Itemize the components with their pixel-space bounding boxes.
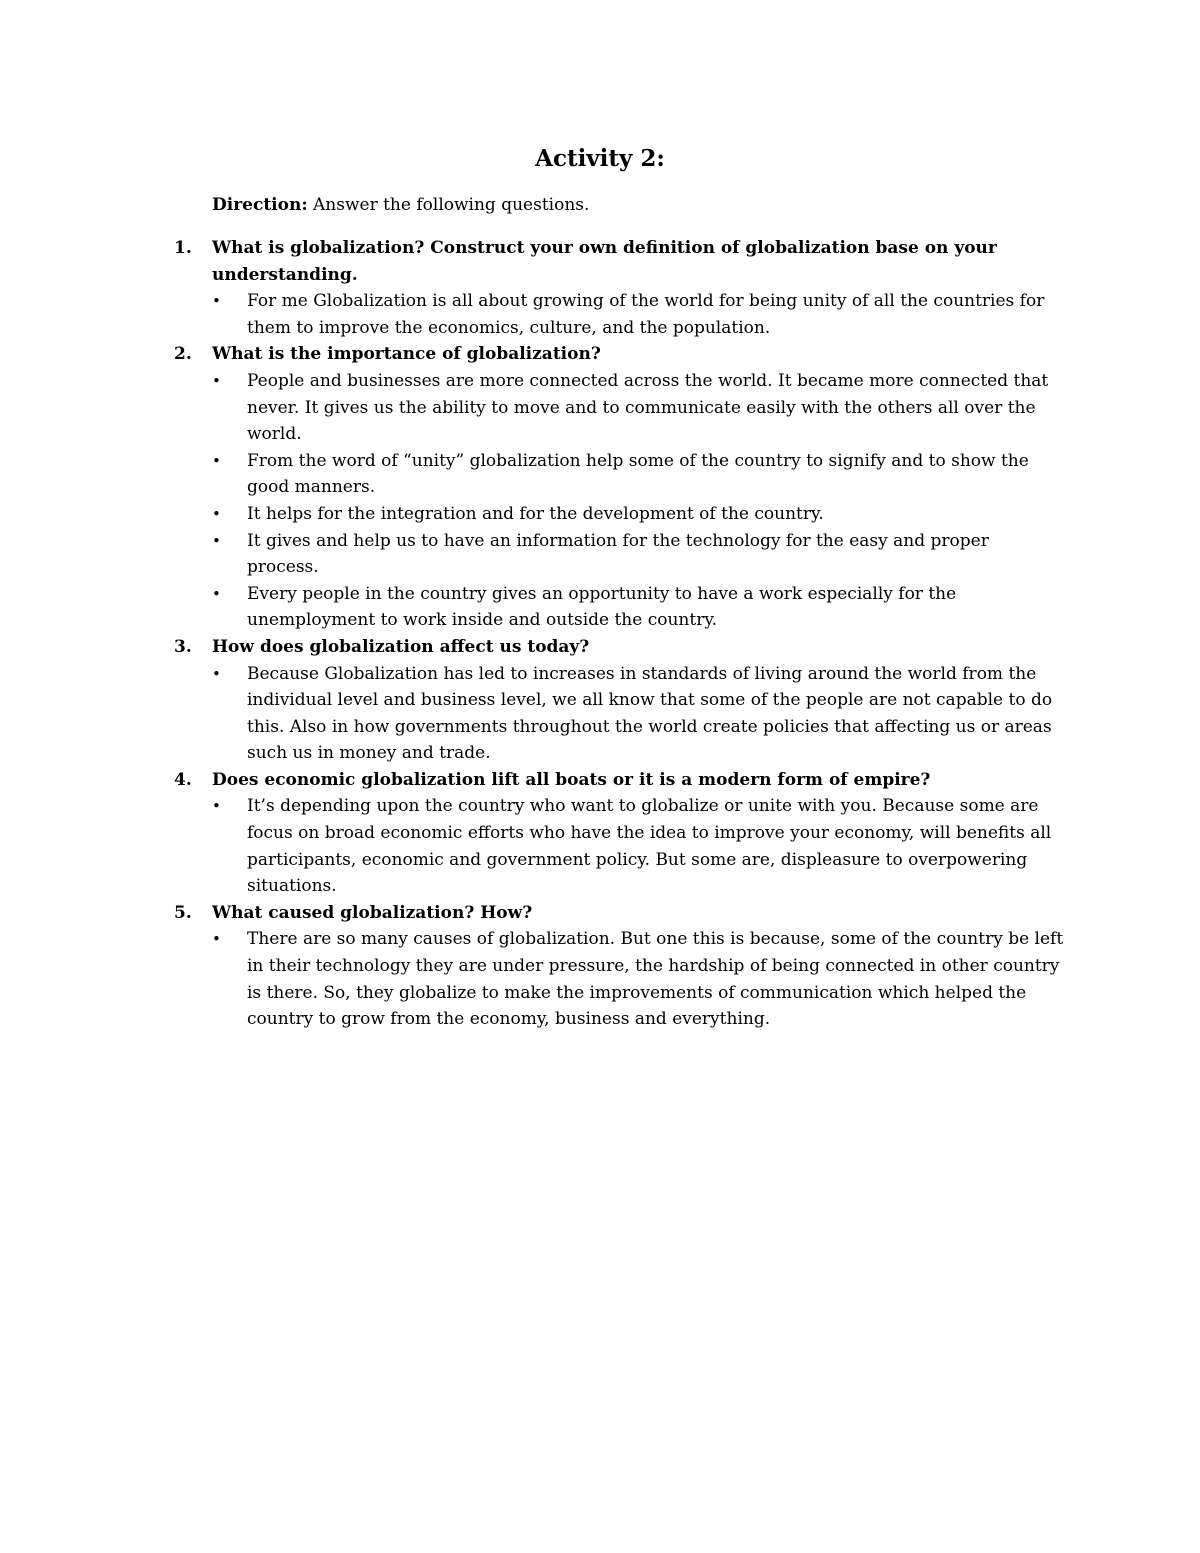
question-number: 4. (174, 769, 192, 790)
question-item-4 (174, 767, 1064, 900)
bullet-icon: • (212, 930, 221, 949)
answer-item (212, 368, 1064, 448)
answer-text: People and businesses are more connected across the world. It became more connected that never. It gives us the ability to move and to communicate easily with the others all over the world. (247, 370, 1049, 445)
bullet-icon: • (212, 531, 221, 550)
answer-item (212, 926, 1064, 1032)
question-number: 2. (174, 344, 192, 365)
answer-item (212, 448, 1064, 501)
page-title: Activity 2: (535, 145, 665, 172)
question-number: 3. (174, 636, 192, 657)
answer-item (212, 501, 1064, 528)
question-item-3 (174, 634, 1064, 767)
question-text: How does globalization affect us today? (212, 636, 590, 657)
answer-text: Because Globalization has led to increases in standards of living around the world from the individual level and business level, we all know that some of the people are not capable to do this. Also in how governments throughout the world create policies that affecting us or areas such us in money and trade. (247, 663, 1053, 764)
answer-list (212, 793, 1064, 899)
direction-text: Answer the following questions. (307, 195, 590, 215)
bullet-icon: • (212, 371, 221, 390)
answer-text: Every people in the country gives an opportunity to have a work especially for the unemployment to work inside and outside the country. (247, 583, 957, 631)
question-number: 5. (174, 902, 192, 923)
bullet-icon: • (212, 584, 221, 603)
question-text: What is the importance of globalization? (212, 344, 601, 365)
question-item-5 (174, 900, 1064, 1033)
answer-text: It gives and help us to have an information for the technology for the easy and proper process. (247, 530, 989, 578)
question-number: 1. (174, 238, 192, 258)
answer-list (212, 926, 1064, 1032)
answer-item (212, 528, 1064, 581)
answer-item (212, 288, 1064, 341)
bullet-icon: • (212, 797, 221, 816)
question-item-1 (174, 235, 1064, 341)
answer-list (212, 368, 1064, 634)
answer-text: For me Globalization is all about growing of the world for being unity of all the countries for them to improve the economics, culture, and the population. (247, 291, 1045, 338)
bullet-icon: • (212, 664, 221, 683)
answer-item (212, 793, 1064, 899)
direction-line (212, 192, 589, 218)
bullet-icon: • (212, 292, 221, 311)
answer-text: There are so many causes of globalization. But one this is because, some of the country be left in their technology they are under pressure, the hardship of being connected in other country is there. So, they globalize to make the improvements of communication which helped the country to grow from the economy, business and everything. (247, 929, 1064, 1030)
question-text: What is globalization? Construct your own definition of globalization base on your understanding. (212, 238, 997, 285)
bullet-icon: • (212, 451, 221, 470)
question-list (174, 235, 1064, 1033)
question-text: What caused globalization? How? (212, 902, 533, 923)
bullet-icon: • (212, 504, 221, 523)
answer-text: From the word of “unity” globalization help some of the country to signify and to show the good manners. (247, 450, 1029, 498)
answer-text: It’s depending upon the country who want to globalize or unite with you. Because some are focus on broad economic efforts who have the idea to improve your economy, will benefits all participants, economic and government policy. But some are, displeasure to overpowering situations. (247, 796, 1052, 897)
answer-item (212, 581, 1064, 634)
answer-list (212, 661, 1064, 767)
question-text: Does economic globalization lift all boats or it is a modern form of empire? (212, 769, 931, 790)
answer-item (212, 661, 1064, 767)
direction-label: Direction: (212, 195, 308, 215)
question-item-2 (174, 341, 1064, 634)
answer-text: It helps for the integration and for the development of the country. (247, 503, 824, 524)
answer-list (212, 288, 1064, 341)
